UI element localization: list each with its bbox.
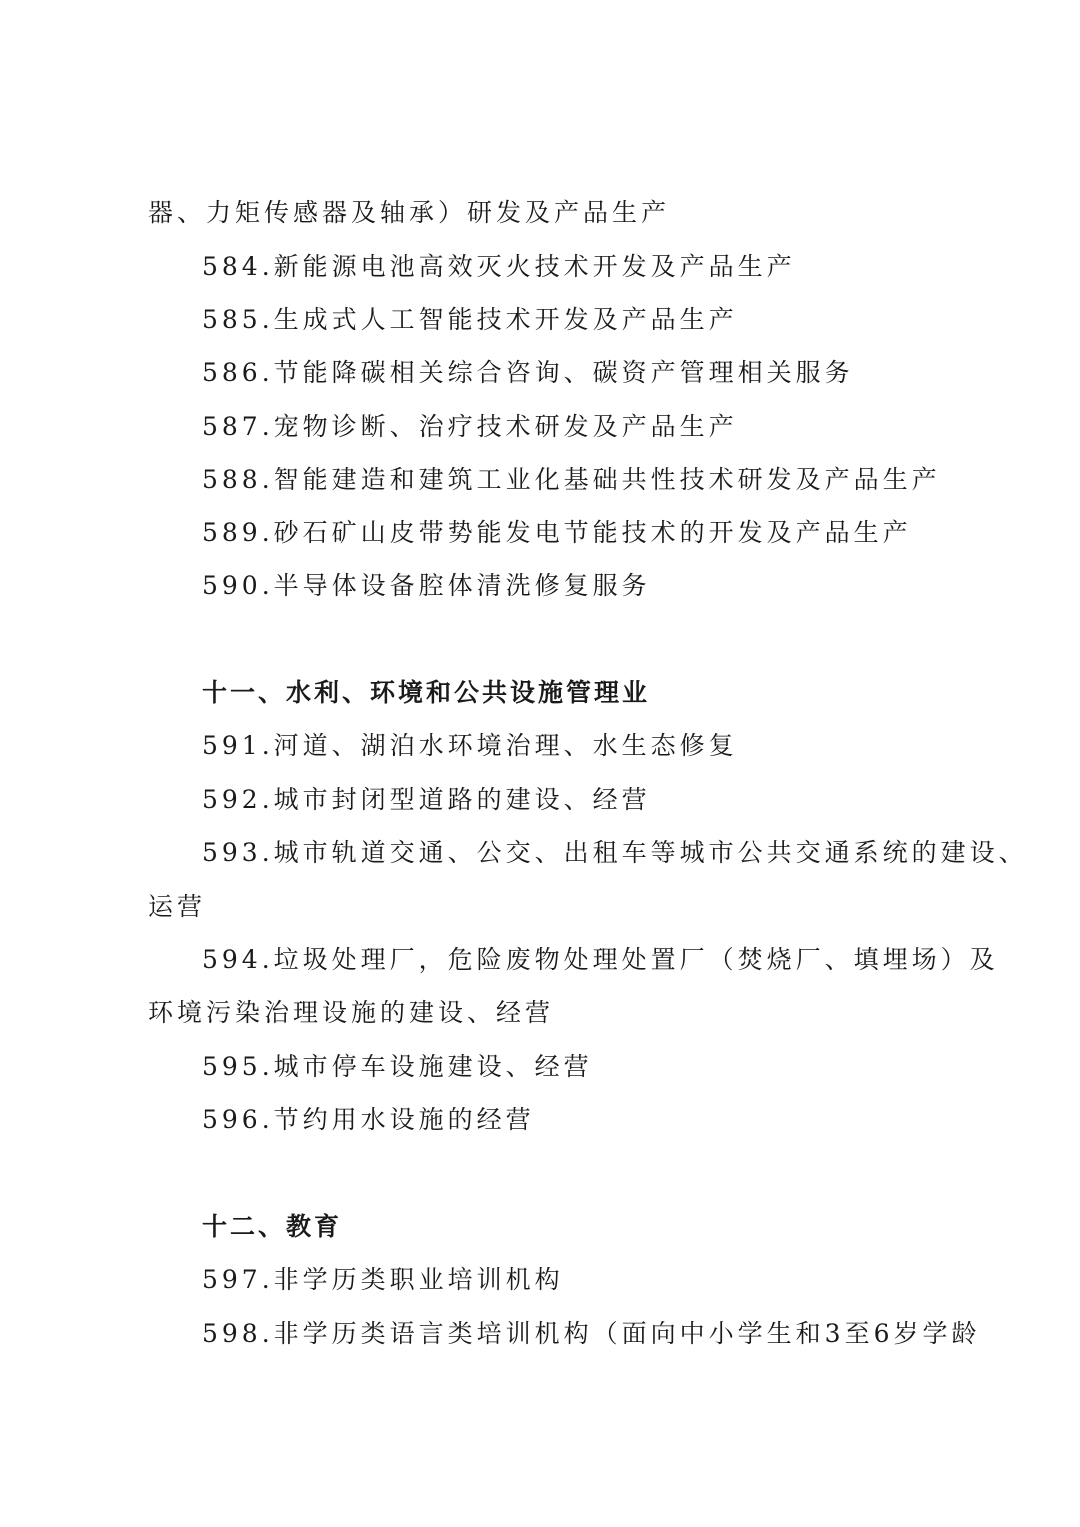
list-item-594-continuation: 环境污染治理设施的建设、经营: [148, 998, 555, 1027]
list-item-595: 595.城市停车设施建设、经营: [202, 1052, 593, 1081]
list-item-593: 593.城市轨道交通、公交、出租车等城市公共交通系统的建设、: [202, 838, 1028, 867]
list-item-587: 587.宠物诊断、治疗技术研发及产品生产: [202, 412, 738, 441]
list-item-588: 588.智能建造和建筑工业化基础共性技术研发及产品生产: [202, 465, 941, 494]
list-item-584: 584.新能源电池高效灭火技术开发及产品生产: [202, 252, 796, 281]
section-heading-education: 十二、教育: [202, 1212, 343, 1241]
list-item-585: 585.生成式人工智能技术开发及产品生产: [202, 305, 738, 334]
list-item-594: 594.垃圾处理厂，危险废物处理处置厂（焚烧厂、填埋场）及: [202, 945, 999, 974]
section-heading-water-environment: 十一、水利、环境和公共设施管理业: [202, 678, 651, 707]
list-item-598: 598.非学历类语言类培训机构（面向中小学生和3至6岁学龄: [202, 1319, 981, 1348]
list-item-590: 590.半导体设备腔体清洗修复服务: [202, 571, 651, 600]
text-line-continuation: 器、力矩传感器及轴承）研发及产品生产: [148, 198, 671, 227]
list-item-597: 597.非学历类职业培训机构: [202, 1265, 564, 1294]
list-item-591: 591.河道、湖泊水环境治理、水生态修复: [202, 731, 738, 760]
list-item-592: 592.城市封闭型道路的建设、经营: [202, 785, 651, 814]
list-item-586: 586.节能降碳相关综合咨询、碳资产管理相关服务: [202, 358, 854, 387]
list-item-593-continuation: 运营: [148, 892, 207, 921]
list-item-596: 596.节约用水设施的经营: [202, 1105, 535, 1134]
list-item-589: 589.砂石矿山皮带势能发电节能技术的开发及产品生产: [202, 518, 912, 547]
